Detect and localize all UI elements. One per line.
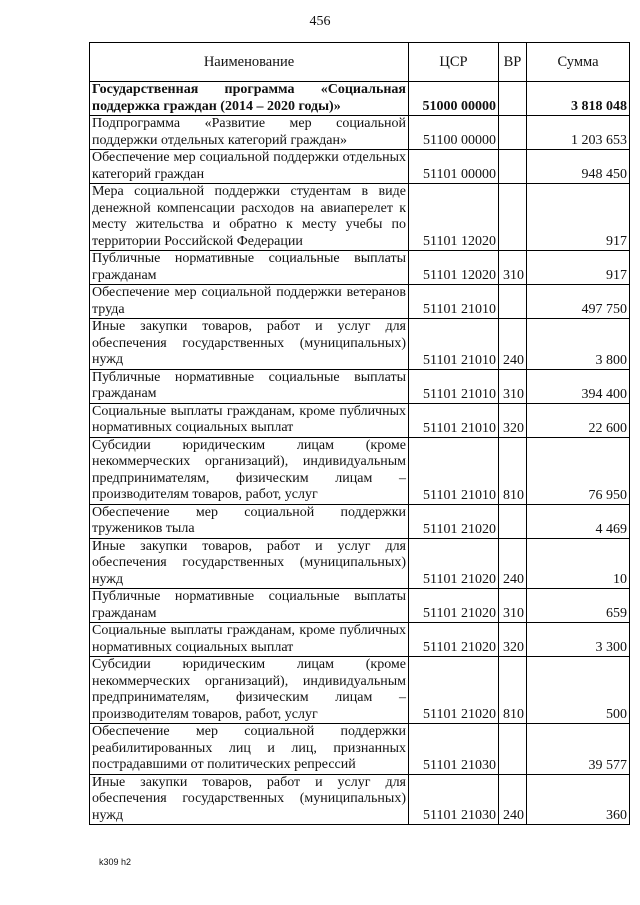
row-sum-cell: 497 750 — [527, 285, 630, 319]
row-sum-cell: 917 — [527, 184, 630, 251]
row-vr-cell: 310 — [499, 251, 527, 285]
row-vr-cell — [499, 150, 527, 184]
row-csr-cell: 51101 21020 — [409, 623, 499, 657]
table-row — [90, 251, 630, 285]
row-name-cell: Субсидии юридическим лицам (кроме некоммерческих организаций), индивидуальным предпринимателям, физическим лицам – производителям товаров, работ, услуг — [90, 437, 409, 504]
row-csr-cell: 51101 12020 — [409, 184, 499, 251]
row-vr-cell: 240 — [499, 319, 527, 370]
header-name: Наименование — [90, 43, 409, 82]
row-name-cell: Субсидии юридическим лицам (кроме некоммерческих организаций), индивидуальным предпринимателям, физическим лицам – производителям товаров, работ, услуг — [90, 657, 409, 724]
row-name-cell: Публичные нормативные социальные выплаты гражданам — [90, 369, 409, 403]
row-csr-cell: 51101 21010 — [409, 319, 499, 370]
row-sum-cell: 76 950 — [527, 437, 630, 504]
table-row — [90, 116, 630, 150]
row-name-cell: Обеспечение мер социальной поддержки ветеранов труда — [90, 285, 409, 319]
row-vr-cell: 810 — [499, 437, 527, 504]
row-name-cell: Обеспечение мер социальной поддержки реабилитированных лиц и лиц, признанных пострадавшими от политических репрессий — [90, 724, 409, 775]
row-name-cell: Иные закупки товаров, работ и услуг для обеспечения государственных (муниципальных) нужд — [90, 774, 409, 825]
row-vr-cell — [499, 724, 527, 775]
row-sum-cell: 917 — [527, 251, 630, 285]
row-name-cell: Публичные нормативные социальные выплаты гражданам — [90, 589, 409, 623]
budget-table-container — [89, 42, 629, 825]
row-vr-cell: 320 — [499, 403, 527, 437]
row-csr-cell: 51100 00000 — [409, 116, 499, 150]
row-vr-cell: 310 — [499, 589, 527, 623]
header-sum: Сумма — [527, 43, 630, 82]
row-sum-cell: 39 577 — [527, 724, 630, 775]
row-csr-cell: 51101 21020 — [409, 504, 499, 538]
row-sum-cell: 3 818 048 — [527, 82, 630, 116]
row-vr-cell — [499, 504, 527, 538]
row-name-cell: Социальные выплаты гражданам, кроме публичных нормативных социальных выплат — [90, 623, 409, 657]
row-csr-cell: 51101 21020 — [409, 657, 499, 724]
row-vr-cell: 810 — [499, 657, 527, 724]
row-vr-cell: 240 — [499, 538, 527, 589]
table-row — [90, 774, 630, 825]
table-row — [90, 403, 630, 437]
table-row — [90, 538, 630, 589]
row-name-cell: Иные закупки товаров, работ и услуг для обеспечения государственных (муниципальных) нужд — [90, 538, 409, 589]
table-row — [90, 589, 630, 623]
row-csr-cell: 51101 21010 — [409, 369, 499, 403]
row-sum-cell: 4 469 — [527, 504, 630, 538]
table-body — [90, 82, 630, 825]
header-csr: ЦСР — [409, 43, 499, 82]
row-csr-cell: 51101 21020 — [409, 538, 499, 589]
row-sum-cell: 10 — [527, 538, 630, 589]
table-row — [90, 319, 630, 370]
row-sum-cell: 22 600 — [527, 403, 630, 437]
row-sum-cell: 360 — [527, 774, 630, 825]
row-sum-cell: 394 400 — [527, 369, 630, 403]
table-row — [90, 657, 630, 724]
footer-code: k309 h2 — [99, 857, 132, 867]
table-row — [90, 184, 630, 251]
row-csr-cell: 51101 21010 — [409, 285, 499, 319]
row-name-cell: Публичные нормативные социальные выплаты гражданам — [90, 251, 409, 285]
row-name-cell: Иные закупки товаров, работ и услуг для обеспечения государственных (муниципальных) нужд — [90, 319, 409, 370]
table-row — [90, 437, 630, 504]
row-vr-cell — [499, 116, 527, 150]
table-row — [90, 623, 630, 657]
row-vr-cell: 320 — [499, 623, 527, 657]
row-sum-cell: 500 — [527, 657, 630, 724]
row-csr-cell: 51101 21030 — [409, 724, 499, 775]
row-sum-cell: 3 300 — [527, 623, 630, 657]
table-row — [90, 285, 630, 319]
table-row — [90, 724, 630, 775]
row-name-cell: Подпрограмма «Развитие мер социальной поддержки отдельных категорий граждан» — [90, 116, 409, 150]
budget-table — [89, 42, 630, 825]
row-sum-cell: 948 450 — [527, 150, 630, 184]
row-vr-cell: 310 — [499, 369, 527, 403]
row-name-cell: Обеспечение мер социальной поддержки тружеников тыла — [90, 504, 409, 538]
row-vr-cell — [499, 82, 527, 116]
row-sum-cell: 3 800 — [527, 319, 630, 370]
table-header — [90, 43, 630, 82]
row-name-cell: Обеспечение мер социальной поддержки отдельных категорий граждан — [90, 150, 409, 184]
header-row — [90, 43, 630, 82]
row-csr-cell: 51101 00000 — [409, 150, 499, 184]
row-csr-cell: 51101 12020 — [409, 251, 499, 285]
row-name-cell: Государственная программа «Социальная поддержка граждан (2014 – 2020 годы)» — [90, 82, 409, 116]
table-row — [90, 369, 630, 403]
row-sum-cell: 659 — [527, 589, 630, 623]
row-csr-cell: 51101 21020 — [409, 589, 499, 623]
row-vr-cell — [499, 285, 527, 319]
row-name-cell: Мера социальной поддержки студентам в виде денежной компенсации расходов на авиаперелет к месту жительства и обратно к месту учебы по территории Российской Федерации — [90, 184, 409, 251]
row-vr-cell: 240 — [499, 774, 527, 825]
table-row — [90, 504, 630, 538]
row-vr-cell — [499, 184, 527, 251]
table-row — [90, 150, 630, 184]
header-vr: ВР — [499, 43, 527, 82]
row-sum-cell: 1 203 653 — [527, 116, 630, 150]
row-csr-cell: 51101 21010 — [409, 437, 499, 504]
row-csr-cell: 51000 00000 — [409, 82, 499, 116]
page-number: 456 — [309, 14, 331, 29]
row-name-cell: Социальные выплаты гражданам, кроме публичных нормативных социальных выплат — [90, 403, 409, 437]
row-csr-cell: 51101 21010 — [409, 403, 499, 437]
row-csr-cell: 51101 21030 — [409, 774, 499, 825]
table-row — [90, 82, 630, 116]
